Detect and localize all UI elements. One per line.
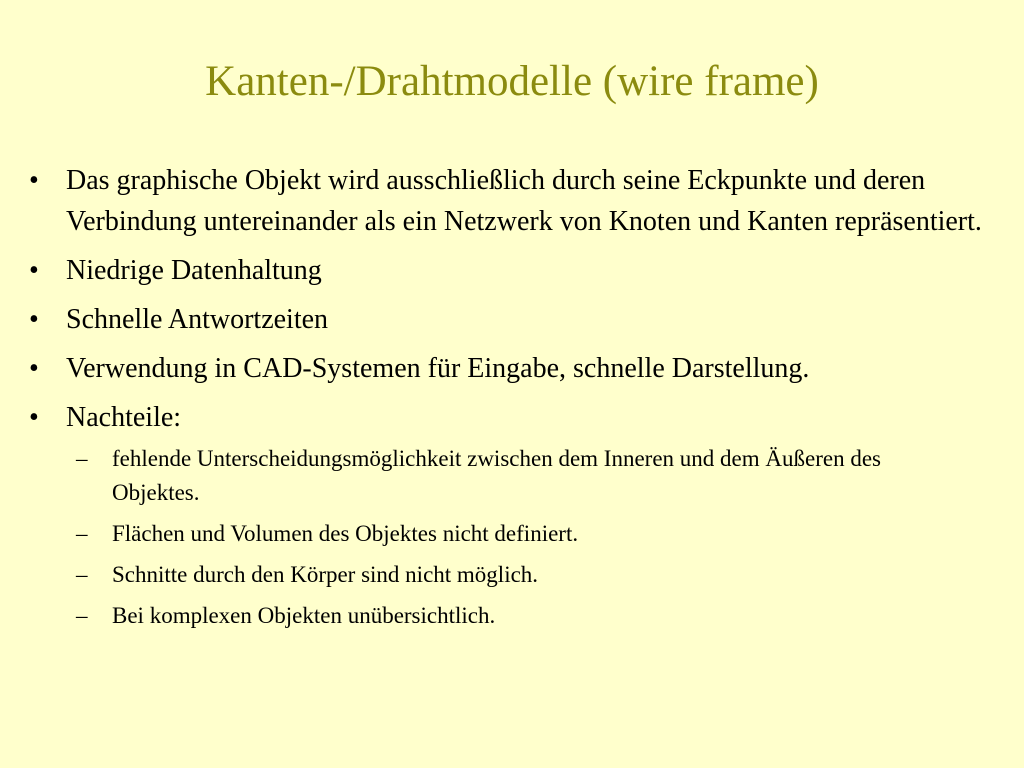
bullet-item (0, 299, 1024, 340)
bullet-text: Schnelle Antwortzeiten (66, 304, 329, 335)
bullet-marker: • (29, 165, 39, 196)
sub-bullet-text: fehlende Unterscheidungsmöglichkeit zwischen dem Inneren und dem Äußeren des Objektes. (112, 446, 881, 505)
sub-bullet-item (66, 599, 984, 633)
slide-title: Kanten-/Drahtmodelle (wire frame) (205, 58, 819, 105)
sub-bullet-marker: – (76, 446, 88, 471)
bullet-marker: • (29, 402, 39, 433)
sub-bullet-item (66, 558, 984, 592)
sub-bullet-marker: – (76, 603, 88, 628)
sub-bullet-marker: – (76, 521, 88, 546)
bullet-marker: • (29, 255, 39, 286)
bullet-text: Niedrige Datenhaltung (66, 255, 322, 286)
bullet-marker: • (29, 304, 39, 335)
bullet-list (0, 160, 1024, 641)
sub-bullet-marker: – (76, 562, 88, 587)
bullet-text: Das graphische Objekt wird ausschließlich durch seine Eckpunkte und deren Verbindung untereinander als ein Netzwerk von Knoten und Kanten repräsentiert. (66, 165, 982, 237)
bullet-item (0, 348, 1024, 389)
bullet-item (0, 160, 1024, 242)
bullet-item (0, 250, 1024, 291)
bullet-item (0, 397, 1024, 633)
sub-bullet-item (66, 442, 984, 510)
bullet-text: Verwendung in CAD-Systemen für Eingabe, schnelle Darstellung. (66, 353, 810, 384)
sub-bullet-text: Bei komplexen Objekten unübersichtlich. (112, 603, 496, 628)
sub-bullet-list (66, 442, 984, 633)
bullet-marker: • (29, 353, 39, 384)
sub-bullet-item (66, 517, 984, 551)
sub-bullet-text: Schnitte durch den Körper sind nicht möglich. (112, 562, 539, 587)
bullet-text: Nachteile: (66, 402, 182, 433)
sub-bullet-text: Flächen und Volumen des Objektes nicht definiert. (112, 521, 579, 546)
